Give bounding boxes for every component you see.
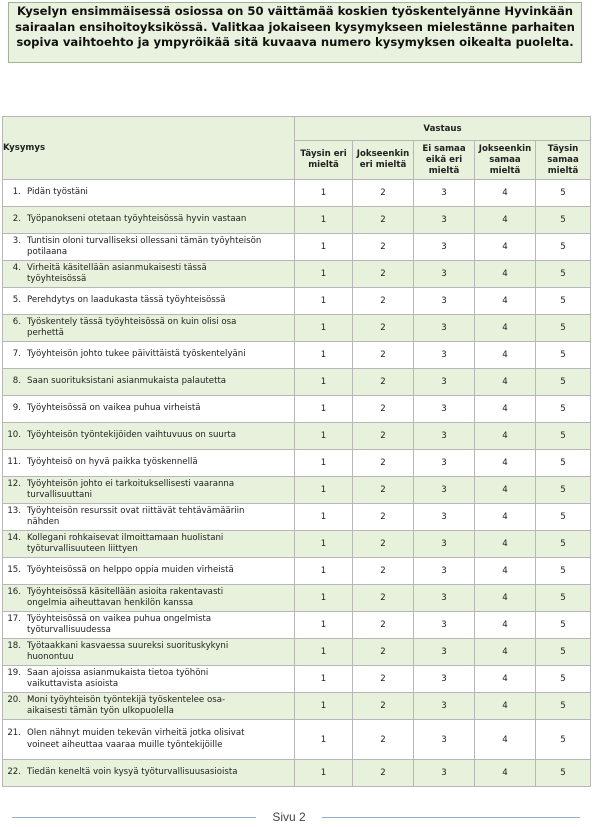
- answer-option-5[interactable]: 5: [536, 261, 591, 288]
- table-row: [3, 666, 591, 693]
- question-number: 17.: [7, 613, 21, 624]
- page-number: Sivu 2: [272, 810, 306, 824]
- answer-option-2[interactable]: 2: [353, 531, 414, 558]
- question-text: Tuntisin oloni turvalliseksi ollessani tämän työyhteisön potilaana: [27, 235, 262, 257]
- answer-option-5[interactable]: 5: [536, 693, 591, 720]
- question-cell: [3, 477, 295, 504]
- answer-option-1[interactable]: 1: [295, 585, 353, 612]
- answer-option-3[interactable]: 3: [414, 180, 475, 207]
- question-cell: [3, 342, 295, 369]
- question-number: 11.: [7, 457, 21, 468]
- answer-option-4[interactable]: 4: [475, 234, 536, 261]
- answer-option-4[interactable]: 4: [475, 585, 536, 612]
- answer-option-5[interactable]: 5: [536, 666, 591, 693]
- answer-option-3[interactable]: 3: [414, 558, 475, 585]
- question-number: 1.: [12, 187, 21, 198]
- answer-option-1[interactable]: 1: [295, 369, 353, 396]
- question-cell: [3, 585, 295, 612]
- answer-option-3[interactable]: 3: [414, 261, 475, 288]
- answer-option-4[interactable]: 4: [475, 639, 536, 666]
- answer-option-2[interactable]: 2: [353, 558, 414, 585]
- question-cell: [3, 666, 295, 693]
- answer-option-5[interactable]: 5: [536, 612, 591, 639]
- question-text: Saan ajoissa asianmukaista tietoa työhöni vaikuttavista asioista: [27, 667, 209, 689]
- question-number: 22.: [7, 767, 21, 778]
- answer-option-3[interactable]: 3: [414, 477, 475, 504]
- option-header-3: Ei samaa eikä eri mieltä: [414, 141, 475, 180]
- question-cell: [3, 720, 295, 760]
- answer-option-1[interactable]: 1: [295, 693, 353, 720]
- question-cell: [3, 423, 295, 450]
- question-text: Työskentely tässä työyhteisössä on kuin olisi osa perhettä: [27, 316, 237, 338]
- question-text: Virheitä käsitellään asianmukaisesti tässä työyhteisössä: [27, 262, 207, 284]
- question-rows: [3, 180, 591, 787]
- answer-option-5[interactable]: 5: [536, 369, 591, 396]
- question-number: 4.: [12, 262, 21, 273]
- question-column-header: Kysymys: [3, 117, 295, 180]
- answer-option-1[interactable]: 1: [295, 234, 353, 261]
- question-cell: [3, 315, 295, 342]
- answer-option-1[interactable]: 1: [295, 315, 353, 342]
- answer-option-4[interactable]: 4: [475, 693, 536, 720]
- answer-option-1[interactable]: 1: [295, 612, 353, 639]
- question-text: Saan suorituksistani asianmukaista palautetta: [27, 376, 227, 387]
- answer-option-4[interactable]: 4: [475, 261, 536, 288]
- table-row: [3, 450, 591, 477]
- answer-option-5[interactable]: 5: [536, 585, 591, 612]
- question-number: 6.: [12, 316, 21, 327]
- question-number: 21.: [7, 728, 21, 738]
- answer-option-5[interactable]: 5: [536, 180, 591, 207]
- answer-option-2[interactable]: 2: [353, 288, 414, 315]
- question-text: Työyhteisön johto tukee päivittäistä työskentelyäni: [27, 349, 246, 360]
- answer-option-3[interactable]: 3: [414, 585, 475, 612]
- question-number: 14.: [7, 532, 21, 543]
- question-number: 18.: [7, 640, 21, 651]
- answer-option-2[interactable]: 2: [353, 760, 414, 787]
- question-text: Olen nähnyt muiden tekevän virheitä jotka olisivat voineet aiheuttaa vaaraa muille työntekijöille: [27, 728, 245, 750]
- question-cell: [3, 639, 295, 666]
- table-row: [3, 423, 591, 450]
- question-cell: [3, 450, 295, 477]
- answer-option-2[interactable]: 2: [353, 315, 414, 342]
- table-row: [3, 612, 591, 639]
- question-cell: [3, 369, 295, 396]
- answer-column-header: Vastaus: [295, 117, 591, 141]
- answer-option-5[interactable]: 5: [536, 531, 591, 558]
- question-number: 2.: [12, 214, 21, 225]
- page-footer: [0, 807, 598, 827]
- question-cell: [3, 261, 295, 288]
- question-text: Moni työyhteisön työntekijä työskentelee osa-aikaisesti tämän työn ulkopuolella: [27, 694, 226, 716]
- answer-option-4[interactable]: 4: [475, 666, 536, 693]
- question-text: Perehdytys on laadukasta tässä työyhteisössä: [27, 295, 226, 306]
- answer-option-5[interactable]: 5: [536, 234, 591, 261]
- answer-option-3[interactable]: 3: [414, 342, 475, 369]
- option-header-2: Jokseenkin eri mieltä: [353, 141, 414, 180]
- answer-option-4[interactable]: 4: [475, 288, 536, 315]
- answer-option-4[interactable]: 4: [475, 450, 536, 477]
- question-number: 10.: [7, 430, 21, 441]
- table-row: [3, 639, 591, 666]
- answer-option-3[interactable]: 3: [414, 612, 475, 639]
- answer-option-2[interactable]: 2: [353, 180, 414, 207]
- question-number: 19.: [7, 667, 21, 678]
- answer-option-1[interactable]: 1: [295, 423, 353, 450]
- question-text: Työyhteisössä on helppo oppia muiden virheistä: [27, 565, 234, 576]
- answer-option-4[interactable]: 4: [475, 477, 536, 504]
- question-cell: [3, 612, 295, 639]
- answer-option-2[interactable]: 2: [353, 639, 414, 666]
- question-cell: [3, 531, 295, 558]
- question-text: Työyhteisön työntekijöiden vaihtuvuus on suurta: [27, 430, 237, 441]
- question-number: 20.: [7, 694, 21, 705]
- answer-option-1[interactable]: 1: [295, 666, 353, 693]
- answer-option-2[interactable]: 2: [353, 477, 414, 504]
- answer-option-3[interactable]: 3: [414, 315, 475, 342]
- answer-option-5[interactable]: 5: [536, 760, 591, 787]
- answer-option-1[interactable]: 1: [295, 477, 353, 504]
- answer-option-1[interactable]: 1: [295, 180, 353, 207]
- answer-option-5[interactable]: 5: [536, 477, 591, 504]
- table-row: [3, 558, 591, 585]
- answer-option-4[interactable]: 4: [475, 423, 536, 450]
- answer-option-2[interactable]: 2: [353, 369, 414, 396]
- answer-option-2[interactable]: 2: [353, 207, 414, 234]
- question-number: 7.: [12, 349, 21, 360]
- answer-option-1[interactable]: 1: [295, 207, 353, 234]
- answer-option-3[interactable]: 3: [414, 450, 475, 477]
- table-row: [3, 504, 591, 531]
- question-number: 13.: [7, 505, 21, 516]
- answer-option-5[interactable]: 5: [536, 315, 591, 342]
- answer-option-5[interactable]: 5: [536, 423, 591, 450]
- answer-option-2[interactable]: 2: [353, 612, 414, 639]
- question-number: 16.: [7, 586, 21, 597]
- table-row: [3, 288, 591, 315]
- question-cell: [3, 180, 295, 207]
- survey-table: [2, 116, 591, 787]
- question-text: Pidän työstäni: [27, 187, 88, 198]
- question-text: Työyhteisössä on vaikea puhua ongelmista työturvallisuudessa: [27, 613, 212, 635]
- question-number: 15.: [7, 565, 21, 576]
- answer-option-4[interactable]: 4: [475, 315, 536, 342]
- answer-option-3[interactable]: 3: [414, 369, 475, 396]
- answer-option-5[interactable]: 5: [536, 639, 591, 666]
- answer-option-4[interactable]: 4: [475, 760, 536, 787]
- answer-option-4[interactable]: 4: [475, 369, 536, 396]
- question-text: Tiedän keneltä voin kysyä työturvallisuusasioista: [27, 767, 238, 778]
- answer-option-2[interactable]: 2: [353, 261, 414, 288]
- answer-option-2[interactable]: 2: [353, 450, 414, 477]
- answer-option-2[interactable]: 2: [353, 693, 414, 720]
- table-row: [3, 180, 591, 207]
- answer-option-3[interactable]: 3: [414, 693, 475, 720]
- answer-option-1[interactable]: 1: [295, 760, 353, 787]
- question-text: Työyhteisön resurssit ovat riittävät tehtävämääriin nähden: [27, 505, 245, 527]
- answer-option-1[interactable]: 1: [295, 639, 353, 666]
- table-row: [3, 207, 591, 234]
- answer-option-3[interactable]: 3: [414, 396, 475, 423]
- answer-option-3[interactable]: 3: [414, 207, 475, 234]
- question-number: 8.: [12, 376, 21, 387]
- question-number: 3.: [12, 235, 21, 246]
- table-row: [3, 369, 591, 396]
- answer-option-3[interactable]: 3: [414, 639, 475, 666]
- answer-option-2[interactable]: 2: [353, 720, 414, 760]
- question-text: Työyhteisössä käsitellään asioita rakentavasti ongelmia aiheuttavan henkilön kanssa: [27, 586, 224, 608]
- question-cell: [3, 504, 295, 531]
- intro-text: Kyselyn ensimmäisessä osiossa on 50 väittämää koskien työskentelyänne Hyvinkään sairaalan ensihoitoyksikössä. Valitkaa jokaiseen kysymykseen mielestänne parhaiten sopiva vaihtoehto ja ympyröikää sitä kuvaava numero kysymyksen oikealta puolelta.: [8, 2, 582, 63]
- answer-option-4[interactable]: 4: [475, 180, 536, 207]
- question-number: 9.: [12, 403, 21, 414]
- table-row: [3, 315, 591, 342]
- answer-option-4[interactable]: 4: [475, 612, 536, 639]
- answer-option-5[interactable]: 5: [536, 396, 591, 423]
- table-row: [3, 693, 591, 720]
- question-text: Työyhteisössä on vaikea puhua virheistä: [27, 403, 201, 414]
- answer-option-3[interactable]: 3: [414, 760, 475, 787]
- answer-option-4[interactable]: 4: [475, 504, 536, 531]
- answer-option-2[interactable]: 2: [353, 342, 414, 369]
- answer-option-4[interactable]: 4: [475, 207, 536, 234]
- question-cell: [3, 234, 295, 261]
- question-text: Työyhteisö on hyvä paikka työskennellä: [27, 457, 198, 468]
- answer-option-3[interactable]: 3: [414, 423, 475, 450]
- answer-option-3[interactable]: 3: [414, 531, 475, 558]
- answer-option-5[interactable]: 5: [536, 342, 591, 369]
- answer-option-3[interactable]: 3: [414, 666, 475, 693]
- answer-option-4[interactable]: 4: [475, 720, 536, 760]
- answer-option-5[interactable]: 5: [536, 450, 591, 477]
- question-cell: [3, 396, 295, 423]
- option-header-5: Täysin samaa mieltä: [536, 141, 591, 180]
- answer-option-2[interactable]: 2: [353, 234, 414, 261]
- answer-option-3[interactable]: 3: [414, 234, 475, 261]
- answer-option-1[interactable]: 1: [295, 720, 353, 760]
- table-row: [3, 531, 591, 558]
- answer-option-5[interactable]: 5: [536, 288, 591, 315]
- question-number: 12.: [7, 478, 21, 489]
- answer-option-1[interactable]: 1: [295, 342, 353, 369]
- answer-option-4[interactable]: 4: [475, 342, 536, 369]
- table-row: [3, 261, 591, 288]
- question-text: Työyhteisön johto ei tarkoituksellisesti vaaranna turvallisuuttani: [27, 478, 235, 500]
- option-header-1: Täysin eri mieltä: [295, 141, 353, 180]
- question-cell: [3, 558, 295, 585]
- table-row: [3, 234, 591, 261]
- answer-option-4[interactable]: 4: [475, 558, 536, 585]
- answer-option-1[interactable]: 1: [295, 261, 353, 288]
- option-header-4: Jokseenkin samaa mieltä: [475, 141, 536, 180]
- answer-option-3[interactable]: 3: [414, 288, 475, 315]
- answer-option-1[interactable]: 1: [295, 450, 353, 477]
- question-text: Työtaakkani kasvaessa suureksi suorituskykyni huonontuu: [27, 640, 229, 662]
- answer-option-5[interactable]: 5: [536, 504, 591, 531]
- footer-line-right: [322, 817, 580, 818]
- table-row: [3, 720, 591, 760]
- answer-option-1[interactable]: 1: [295, 396, 353, 423]
- answer-option-4[interactable]: 4: [475, 531, 536, 558]
- answer-option-2[interactable]: 2: [353, 666, 414, 693]
- answer-option-5[interactable]: 5: [536, 720, 591, 760]
- answer-option-1[interactable]: 1: [295, 531, 353, 558]
- question-text: Kollegani rohkaisevat ilmoittamaan huolistani työturvallisuuteen liittyen: [27, 532, 224, 554]
- answer-option-2[interactable]: 2: [353, 504, 414, 531]
- table-row: [3, 477, 591, 504]
- table-row: [3, 396, 591, 423]
- answer-option-5[interactable]: 5: [536, 207, 591, 234]
- answer-option-2[interactable]: 2: [353, 396, 414, 423]
- question-cell: [3, 288, 295, 315]
- table-row: [3, 760, 591, 787]
- question-text: Työpanokseni otetaan työyhteisössä hyvin vastaan: [27, 214, 247, 225]
- answer-option-1[interactable]: 1: [295, 558, 353, 585]
- question-cell: [3, 760, 295, 787]
- answer-option-4[interactable]: 4: [475, 396, 536, 423]
- question-cell: [3, 207, 295, 234]
- answer-option-3[interactable]: 3: [414, 504, 475, 531]
- answer-option-1[interactable]: 1: [295, 288, 353, 315]
- answer-option-3[interactable]: 3: [414, 720, 475, 760]
- answer-option-5[interactable]: 5: [536, 558, 591, 585]
- answer-option-2[interactable]: 2: [353, 423, 414, 450]
- answer-option-1[interactable]: 1: [295, 504, 353, 531]
- footer-line-left: [12, 817, 256, 818]
- table-row: [3, 342, 591, 369]
- table-row: [3, 585, 591, 612]
- question-cell: [3, 693, 295, 720]
- question-number: 5.: [12, 295, 21, 306]
- answer-option-2[interactable]: 2: [353, 585, 414, 612]
